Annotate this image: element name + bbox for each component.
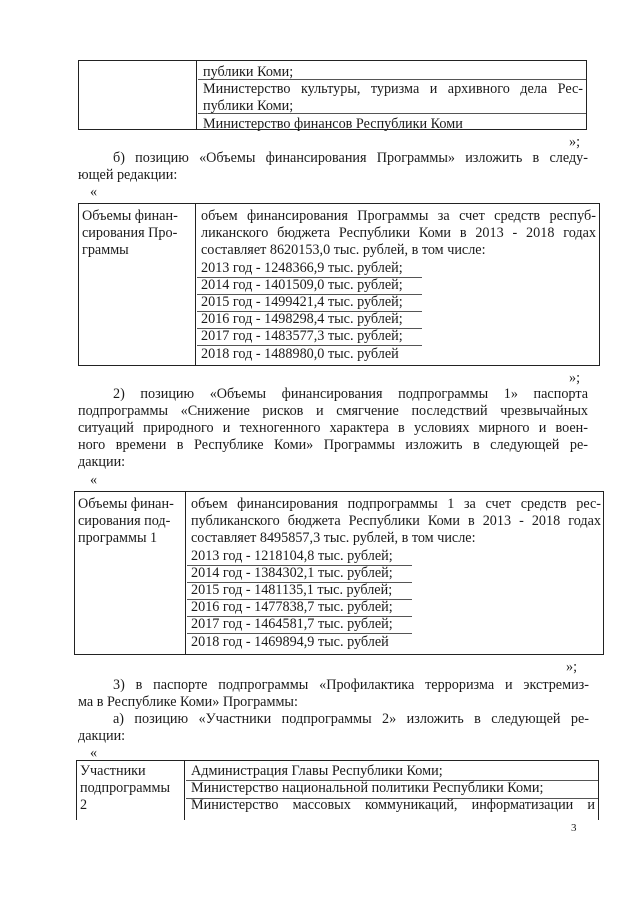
cell-line: Министерство национальной политики Республики Коми; xyxy=(191,780,544,797)
cell-line: составляет 8620153,0 тыс. рублей, в том числе: xyxy=(201,242,486,259)
paragraph-a-line-2: дакции: xyxy=(78,728,126,744)
open-quote: « xyxy=(90,184,98,200)
close-quote: »; xyxy=(566,659,578,675)
cell-line: Объемы финан- xyxy=(82,208,178,224)
page-number: 3 xyxy=(571,822,577,834)
cell-line: Участники xyxy=(80,763,146,779)
cell-line: публики Коми; xyxy=(203,64,294,80)
table-podprogramma1-right-cell xyxy=(191,496,601,651)
cell-line: 2017 год - 1483577,3 тыс. рублей; xyxy=(201,328,403,345)
table-uchastniki-left-cell xyxy=(77,761,185,820)
paragraph-b-line-1: б) позицию «Объемы финансирования Программы» изложить в следу- xyxy=(113,150,588,166)
table-programma-left-cell xyxy=(79,204,196,365)
paragraph-2-line-1: 2) позицию «Объемы финансирования подпрограммы 1» паспорта xyxy=(113,386,588,402)
cell-line: Министерство культуры, туризма и архивного дела Рес- xyxy=(203,81,583,98)
cell-line: 2018 год - 1488980,0 тыс. рублей xyxy=(201,345,399,362)
table-continuation-left-cell xyxy=(79,61,197,129)
cell-line: составляет 8495857,3 тыс. рублей, в том числе: xyxy=(191,530,476,547)
cell-line: Объемы финан- xyxy=(78,496,174,512)
open-quote: « xyxy=(90,472,98,488)
cell-line: 2 xyxy=(80,797,88,814)
cell-line: программы 1 xyxy=(78,530,158,547)
cell-line: 2013 год - 1248366,9 тыс. рублей; xyxy=(201,259,403,276)
cell-line: 2018 год - 1469894,9 тыс. рублей xyxy=(191,633,389,650)
cell-line: публики Коми; xyxy=(203,98,294,115)
cell-line: объем финансирования подпрограммы 1 за счет средств рес- xyxy=(191,496,601,512)
cell-line: Администрация Главы Республики Коми; xyxy=(191,763,443,779)
paragraph-3-line-2: ма в Республике Коми» Программы: xyxy=(78,694,298,710)
paragraph-2-line-3: ситуаций природного и техногенного характера в условиях мирного и воен- xyxy=(78,420,588,436)
paragraph-2-line-4: ного времени в Республике Коми» Программы изложить в следующей ре- xyxy=(78,437,588,453)
paragraph-a-line-1: а) позицию «Участники подпрограммы 2» изложить в следующей ре- xyxy=(113,711,589,727)
cell-line: ликанского бюджета Республики Коми в 2013 - 2018 годах xyxy=(201,225,596,242)
table-uchastniki-right-cell xyxy=(191,763,595,815)
cell-line: Министерство массовых коммуникаций, информатизации и xyxy=(191,797,595,814)
cell-line: сирования Про- xyxy=(82,225,178,242)
paragraph-3-line-1: 3) в паспорте подпрограммы «Профилактика терроризма и экстремиз- xyxy=(113,677,589,693)
cell-line: 2017 год - 1464581,7 тыс. рублей; xyxy=(191,616,393,633)
close-quote: »; xyxy=(569,370,581,386)
cell-line: подпрограммы xyxy=(80,780,170,797)
paragraph-b-line-2: ющей редакции: xyxy=(78,167,178,183)
table-continuation xyxy=(78,60,587,130)
cell-line: 2015 год - 1481135,1 тыс. рублей; xyxy=(191,582,393,599)
table-continuation-right-cell xyxy=(203,64,583,133)
cell-line: 2015 год - 1499421,4 тыс. рублей; xyxy=(201,294,403,311)
cell-line: Министерство финансов Республики Коми xyxy=(203,115,463,132)
table-podprogramma1-financing xyxy=(74,491,604,655)
cell-line: сирования под- xyxy=(78,513,171,530)
table-uchastniki-podprogrammy2 xyxy=(76,760,599,820)
cell-line: публиканского бюджета Республики Коми в 2013 - 2018 годах xyxy=(191,513,601,530)
cell-line: граммы xyxy=(82,242,129,259)
close-quote: »; xyxy=(569,134,581,150)
paragraph-2-line-5: дакции: xyxy=(78,454,126,470)
cell-line: 2014 год - 1384302,1 тыс. рублей; xyxy=(191,564,393,581)
paragraph-2-line-2: подпрограммы «Снижение рисков и смягчение последствий чрезвычайных xyxy=(78,403,588,419)
cell-line: 2014 год - 1401509,0 тыс. рублей; xyxy=(201,276,403,293)
table-programma-right-cell xyxy=(201,208,596,363)
cell-line: 2016 год - 1498298,4 тыс. рублей; xyxy=(201,311,403,328)
table-programma-financing xyxy=(78,203,600,366)
cell-line: объем финансирования Программы за счет средств респуб- xyxy=(201,208,596,224)
table-podprogramma1-left-cell xyxy=(75,492,186,654)
open-quote: « xyxy=(90,745,98,761)
cell-line: 2016 год - 1477838,7 тыс. рублей; xyxy=(191,599,393,616)
cell-line: 2013 год - 1218104,8 тыс. рублей; xyxy=(191,547,393,564)
